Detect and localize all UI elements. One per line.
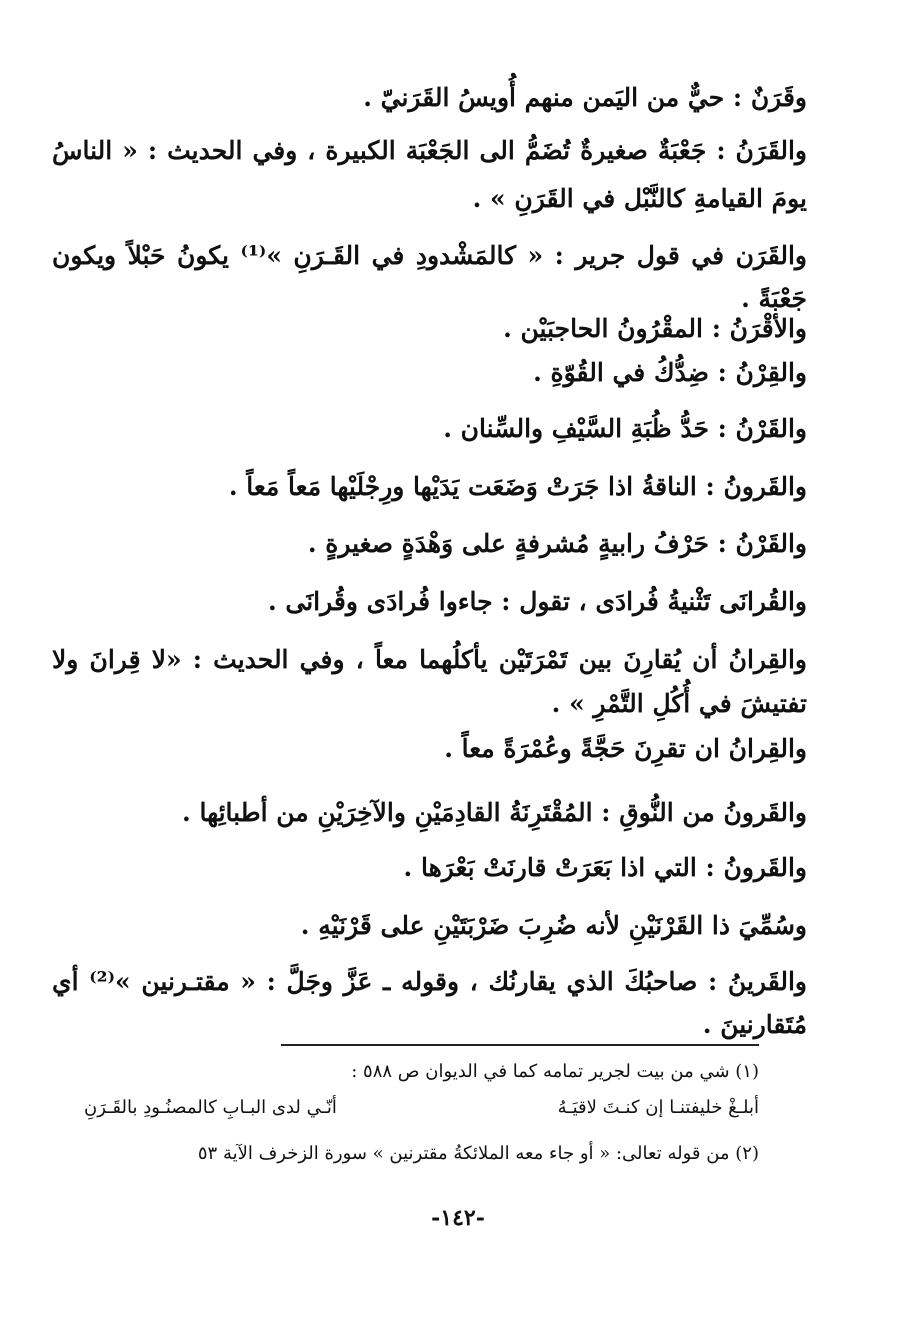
text-line-4: والقَرَن في قول جرير : « كالمَشْدودِ في القَـرَنِ »⁽¹⁾ يكونُ حَبْلاً ويكون — [52, 241, 807, 270]
footnote-divider — [281, 1044, 759, 1046]
text-line-3: يومَ القيامةِ كالنَّبْل في القَرَنِ » . — [472, 184, 807, 213]
text-line-16: والقَرونُ : التي اذا بَعَرَتْ قارنَتْ بَعْرَها . — [403, 853, 807, 882]
text-line-7: والقِرْنُ : ضِدُّكُ في القُوّةِ . — [533, 358, 807, 387]
text-line-15: والقَرونُ من النُّوقِ : المُقْتَرِنَةُ القادِمَيْنِ والآخِرَيْنِ من أطبائِها . — [182, 798, 807, 827]
text-line-11: والقُرانَى تَثْنيةُ فُرادَى ، تقول : جاءوا فُرادَى وقُرانَى . — [267, 587, 807, 616]
page-number: -١٤٢- — [431, 1205, 485, 1231]
text-line-10: والقَرْنُ : حَرْفُ رابيةٍ مُشرفةٍ على وَهْدَةٍ صغيرةٍ . — [307, 529, 807, 558]
text-line-14: والقِرانُ ان تقرِنَ حَجَّةً وعُمْرَةً معاً . — [444, 734, 807, 763]
text-line-18: والقَرينُ : صاحبُكَ الذي يقارنُك ، وقوله ـ عَزَّ وجَلَّ : « مقتـرنين »⁽²⁾ أي — [52, 967, 807, 996]
text-line-9: والقَرونُ : الناقةُ اذا جَرَتْ وَضَعَت يَدَيْها ورِجْلَيْها مَعاً مَعاً . — [228, 472, 807, 501]
footnote-verse — [84, 1093, 759, 1123]
text-line-5: جَعْبَةً . — [741, 284, 807, 313]
text-line-12: والقِرانُ أن يُقارِنَ بين تَمْرَتَيْن يأكلُهما معاً ، وفي الحديث : «لا قِرانَ ولا — [52, 645, 807, 674]
text-line-17: وسُمِّيَ ذا القَرْنَيْنِ لأنه ضُرِبَ ضَرْبَتَيْنِ على قَرْنَيْهِ . — [300, 911, 807, 940]
verse-second-hemistich: أنّـي لدى البـابِ كالمصنُـودِ بالقَـرَنِ — [84, 1097, 337, 1118]
text-line-8: والقَرْنُ : حَدُّ ظُبَةِ السَّيْفِ والسِّنان . — [443, 414, 807, 443]
text-line-2: والقَرَنُ : جَعْبَةٌ صغيرةٌ تُضَمُّ الى الجَعْبَة الكبيرة ، وفي الحديث : « الناسُ — [52, 136, 807, 165]
footnote-2: (٢) من قوله تعالى: « أو جاء معه الملائكةُ مقترنين » سورة الزخرف الآية ٥٣ — [197, 1143, 759, 1164]
text-line-13: تفتيشَ في أُكُلِ التَّمْرِ » . — [551, 689, 807, 718]
verse-first-hemistich: أبلـغْ خليفتنـا إن كنـتَ لاقيَـهُ — [557, 1097, 759, 1118]
footnote-1: (١) شي من بيت لجرير تمامه كما في الديوان ص ٥٨٨ : — [351, 1061, 759, 1082]
text-line-19: مُتَقارنينَ . — [702, 1010, 807, 1039]
text-line-6: والأقْرَنُ : المقْرُونُ الحاجبَيْن . — [503, 314, 807, 343]
text-line-1: وقَرَنٌ : حيٌّ من اليَمن منهم أُويسُ القَرَنيّ . — [363, 83, 807, 112]
